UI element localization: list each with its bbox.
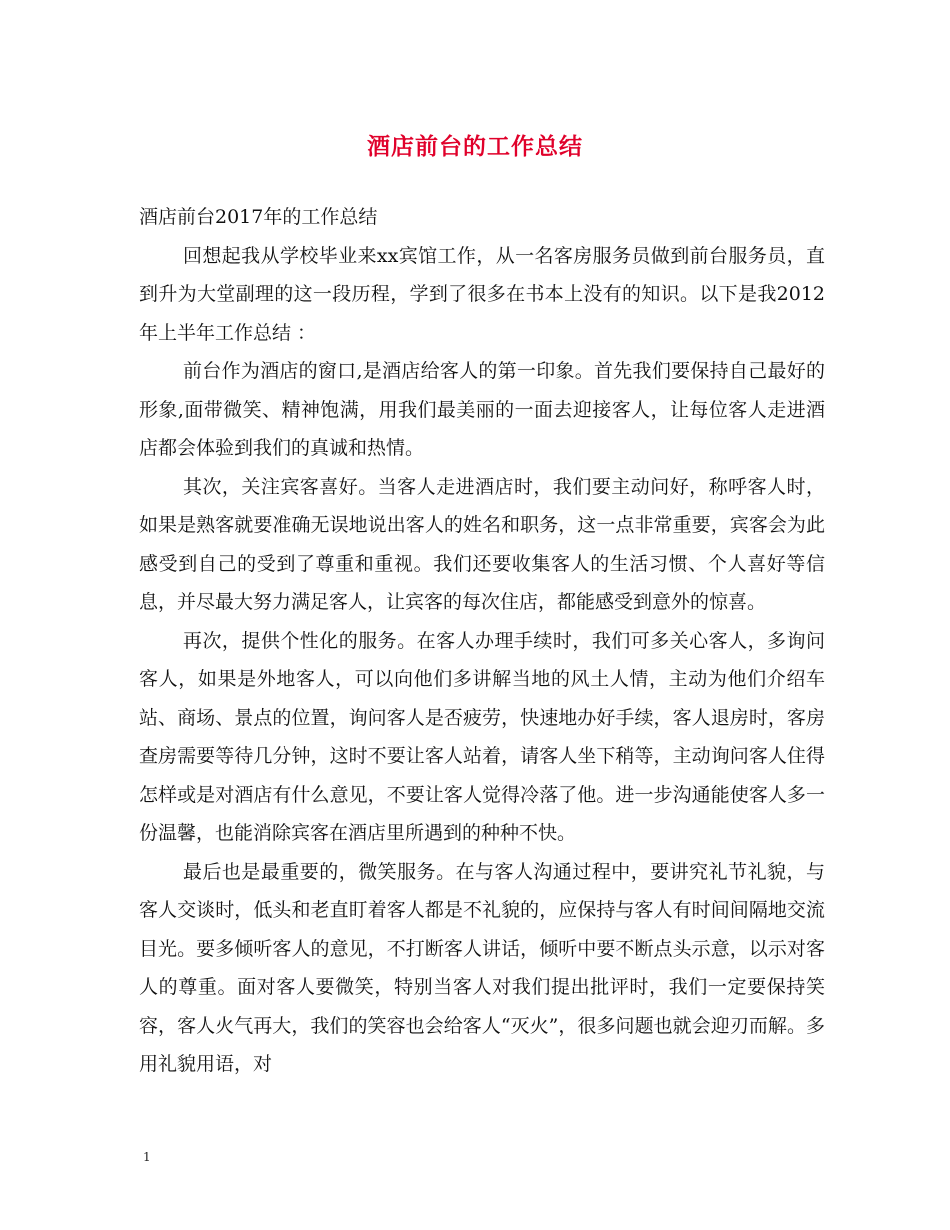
page-number: 1	[143, 1150, 151, 1164]
paragraph-front-desk-image: 前台作为酒店的窗口,是酒店给客人的第一印象。首先我们要保持自己最好的形象,面带微笑、精神饱满，用我们最美丽的一面去迎接客人，让每位客人走进酒店都会体验到我们的真诚和热情。	[139, 360, 825, 459]
paragraph-intro: 回想起我从学校毕业来xx宾馆工作，从一名客房服务员做到前台服务员，直到升为大堂副理的这一段历程，学到了很多在书本上没有的知识。以下是我2012年上半年工作总结 ：	[139, 244, 825, 344]
document-body	[139, 198, 825, 1084]
document-subtitle: 酒店前台2017年的工作总结	[139, 206, 378, 228]
paragraph-personalized-service: 再次，提供个性化的服务。在客人办理手续时，我们可多关心客人，多询问客人，如果是外地客人，可以向他们多讲解当地的风土人情，主动为他们介绍车站、商场、景点的位置，询问客人是否疲劳，快速地办好手续，客人退房时，客房查房需要等待几分钟，这时不要让客人站着，请客人坐下稍等，主动询问客人住得怎样或是对酒店有什么意见，不要让客人觉得冷落了他。进一步沟通能使客人多一份温馨，也能消除宾客在酒店里所遇到的种种不快。	[139, 629, 825, 844]
document-title: 酒店前台的工作总结	[367, 133, 583, 160]
paragraph-guest-preferences: 其次，关注宾客喜好。当客人走进酒店时，我们要主动问好，称呼客人时，如果是熟客就要准确无误地说出客人的姓名和职务，这一点非常重要，宾客会为此感受到自己的受到了尊重和重视。我们还要收集客人的生活习惯、个人喜好等信息，并尽最大努力满足客人，让宾客的每次住店，都能感受到意外的惊喜。	[139, 475, 825, 613]
paragraph-smile-service: 最后也是最重要的，微笑服务。在与客人沟通过程中，要讲究礼节礼貌，与客人交谈时，低头和老直盯着客人都是不礼貌的，应保持与客人有时间间隔地交流目光。要多倾听客人的意见，不打断客人讲话，倾听中要不断点头示意，以示对客人的尊重。面对客人要微笑，特别当客人对我们提出批评时，我们一定要保持笑容，客人火气再大，我们的笑容也会给客人“灭火”，很多问题也就会迎刃而解。多用礼貌用语，对	[139, 860, 825, 1075]
